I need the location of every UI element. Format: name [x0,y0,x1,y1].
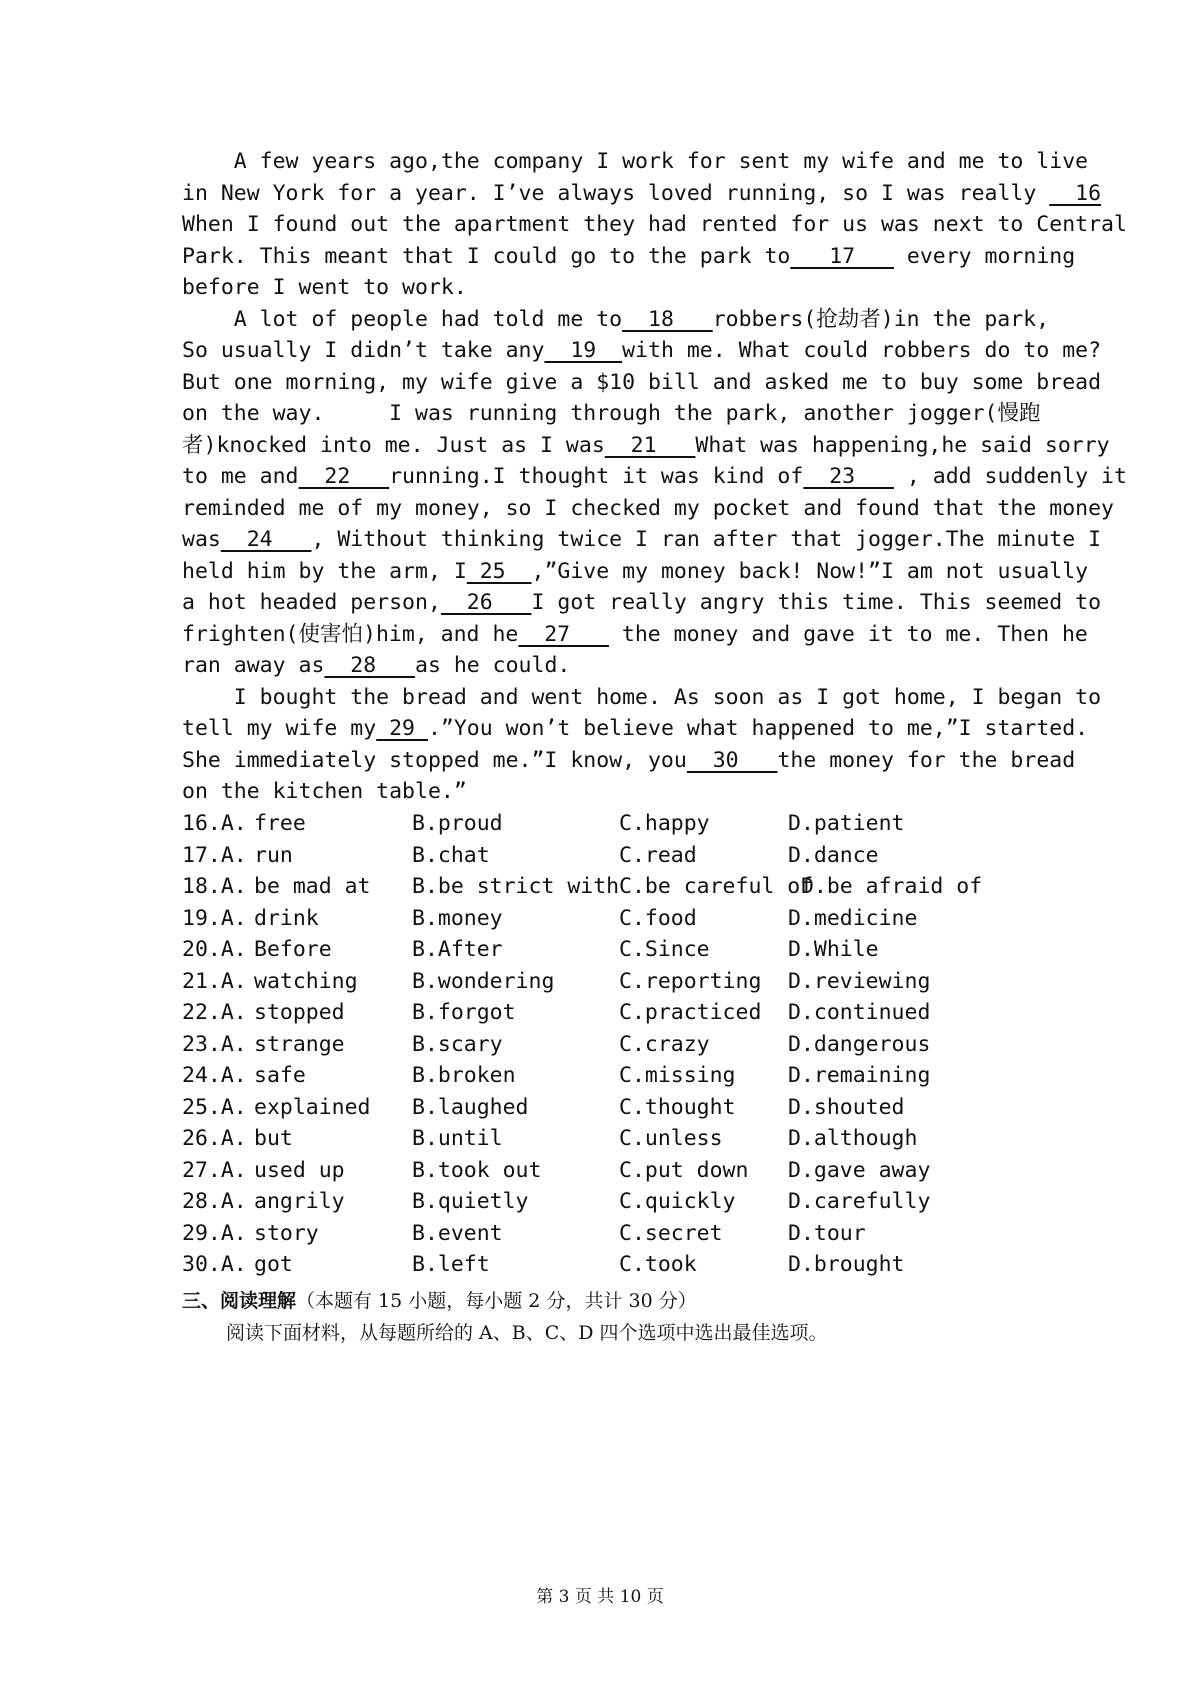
option-d: D.although [788,1126,918,1151]
question-row-26 [182,1123,1026,1155]
passage-line [182,304,1050,336]
option-b: B.be strict with [412,874,620,899]
passage-text: A lot of people had told me to [182,306,623,332]
question-row-17 [182,840,1026,872]
passage-line [182,430,1110,462]
option-b: B.quietly [412,1189,529,1214]
passage-text: in New York for a year. I’ve always loved running, so I was really [182,180,1050,206]
passage-line: I bought the bread and went home. As soon as I got home, I began to [182,684,1102,710]
question-number: 30.A. [182,1252,247,1277]
question-row-24 [182,1060,1026,1092]
passage-text: was [182,527,221,552]
option-a: stopped [254,1000,345,1025]
passage-text: running.I thought it was kind of [389,464,804,489]
option-c: C.food [619,905,697,931]
blank-26: 26 [440,590,532,615]
passage-line [182,713,1089,745]
passage-line: When I found out the apartment they had rented for us was next to Central [182,212,1127,237]
option-d: D.continued [788,1000,931,1025]
question-row-29 [182,1218,1026,1250]
option-c: C.reporting [619,968,762,994]
option-d: D.remaining [788,1063,931,1088]
blank-16: 16 [1049,180,1102,206]
passage-line [182,556,1089,588]
passage-line [182,335,1102,367]
passage-text: with me. What could robbers do to me? [622,338,1102,363]
passage-line: A few years ago,the company I work for sent my wife and me to live [182,149,1089,174]
option-c: C.put down [619,1157,749,1183]
blank-18: 18 [622,306,713,332]
passage-text: She immediately stopped me.”I know, you [182,747,687,773]
option-c: C.unless [619,1126,723,1151]
passage-text: as he could. [415,653,571,678]
passage-line [182,650,1026,682]
passage-text: frighten(使害怕)him, and he [182,621,519,647]
option-a: be mad at [254,874,371,899]
question-number: 28.A. [182,1189,247,1214]
passage-text: a hot headed person, [182,590,441,615]
option-c: C.practiced [619,1000,762,1025]
question-number: 20.A. [182,937,247,962]
question-number: 17.A. [182,842,247,868]
blank-29: 29 [376,716,428,741]
option-a: Before [254,937,332,962]
option-b: B.money [412,905,503,931]
blank-17: 17 [790,243,894,269]
passage-text: tell my wife my [182,716,377,741]
option-d: D.patient [788,811,905,836]
option-b: B.After [412,937,503,962]
blank-27: 27 [518,621,609,647]
question-number: 16.A. [182,811,247,836]
question-number: 24.A. [182,1063,247,1088]
question-number: 25.A. [182,1094,247,1120]
option-b: B.proud [412,811,503,836]
option-c: C.crazy [619,1031,710,1057]
option-b: B.broken [412,1063,516,1088]
option-a: but [254,1126,293,1151]
passage-text: .”You won’t believe what happened to me,”I started. [427,716,1089,741]
passage-line [182,241,1076,273]
passage-text: held him by the arm, I [182,558,467,584]
passage-text: , Without thinking twice I ran after that jogger.The minute I [311,527,1102,552]
page-footer: 第 3 页 共 10 页 [536,1587,664,1607]
blank-22: 22 [298,464,390,489]
option-a: free [254,811,306,836]
option-a: strange [254,1031,345,1057]
passage-text: ,”Give my money back! Now!”I am not usually [531,558,1089,584]
option-a: explained [254,1094,371,1120]
question-row-19 [182,903,1026,935]
option-b: B.scary [412,1031,503,1057]
option-d: D.gave away [788,1157,931,1183]
question-row-23 [182,1029,1026,1061]
passage-text: Park. This meant that I could go to the park to [182,243,791,269]
section-title: 三、阅读理解 [182,1290,297,1312]
question-row-25 [182,1092,1026,1124]
passage-line: before I went to work. [182,275,467,300]
passage-text: What was happening,he said sorry [695,432,1110,458]
passage-text: the money and gave it to me. Then he [608,621,1088,647]
option-b: B.forgot [412,1000,516,1025]
passage-text: the money for the bread [777,747,1076,773]
passage-line: But one morning, my wife give a $10 bill and asked me to buy some bread [182,369,1102,395]
option-d: D.be afraid of [788,874,983,899]
option-a: safe [254,1063,306,1088]
question-row-30 [182,1249,1026,1281]
section-note: （本题有 15 小题，每小题 2 分，共计 30 分） [296,1290,697,1312]
option-a: used up [254,1157,345,1183]
option-d: D.tour [788,1220,866,1246]
passage-text: So usually I didn’t take any [182,338,545,363]
option-c: C.thought [619,1094,736,1120]
option-b: B.took out [412,1157,542,1183]
blank-19: 19 [544,338,623,363]
question-number: 19.A. [182,905,247,931]
passage-line: on the kitchen table.” [182,779,467,804]
passage-line [182,619,1088,651]
blank-25: 25 [466,558,532,584]
passage-line [182,745,1076,777]
question-number: 27.A. [182,1157,247,1183]
section-heading [182,1286,697,1317]
option-d: D.medicine [788,905,918,931]
question-number: 26.A. [182,1126,247,1151]
passage-text: robbers(抢劫者)in the park, [712,306,1050,332]
option-a: drink [254,905,319,931]
question-number: 18.A. [182,874,247,899]
section-instruction: 阅读下面材料，从每题所给的 A、B、C、D 四个选项中选出最佳选项。 [226,1322,828,1344]
option-c: C.quickly [619,1189,736,1214]
blank-23: 23 [803,464,894,489]
option-c: C.Since [619,937,710,962]
question-row-16 [182,808,1026,840]
option-c: C.took [619,1252,697,1277]
blank-30: 30 [686,747,778,773]
option-c: C.happy [619,811,710,836]
question-row-27 [182,1155,1026,1187]
passage-text: every morning [893,243,1076,269]
option-d: D.While [788,937,879,962]
question-number: 21.A. [182,968,247,994]
passage-line: reminded me of my money, so I checked my pocket and found that the money [182,495,1114,521]
option-a: got [254,1252,293,1277]
question-row-20 [182,934,1026,966]
option-b: B.chat [412,842,490,868]
option-a: story [254,1220,319,1246]
passage-text: , add suddenly it [893,464,1127,489]
passage-line [182,524,1102,556]
passage-text: 者)knocked into me. Just as I was [182,432,605,458]
passage-line: on the way. I was running through the park, another jogger(慢跑 [182,401,1041,426]
option-d: D.shouted [788,1094,905,1120]
option-c: C.missing [619,1063,736,1088]
passage-line [182,461,1127,493]
option-b: B.left [412,1252,490,1277]
option-b: B.event [412,1220,503,1246]
option-d: D.dance [788,842,879,868]
answer-options [182,808,1026,1281]
option-d: D.brought [788,1252,905,1277]
question-row-18 [182,871,1026,903]
blank-24: 24 [220,527,312,552]
question-number: 23.A. [182,1031,247,1057]
option-a: run [254,842,293,868]
question-row-28 [182,1186,1026,1218]
passage-line [182,587,1102,619]
option-d: D.dangerous [788,1031,931,1057]
option-c: C.be careful of [619,874,814,899]
option-d: D.carefully [788,1189,931,1214]
passage-line [182,178,1102,210]
option-c: C.read [619,842,697,868]
passage-text: I got really angry this time. This seemed to [531,590,1102,615]
option-a: watching [254,968,358,994]
option-b: B.wondering [412,968,555,994]
question-number: 29.A. [182,1220,247,1246]
option-c: C.secret [619,1220,723,1246]
blank-28: 28 [324,653,415,678]
cloze-passage [182,146,1127,808]
question-row-22 [182,997,1026,1029]
question-row-21 [182,966,1026,998]
question-number: 22.A. [182,1000,247,1025]
option-b: B.until [412,1126,503,1151]
option-a: angrily [254,1189,345,1214]
blank-21: 21 [604,432,696,458]
passage-text: ran away as [182,653,325,678]
option-b: B.laughed [412,1094,529,1120]
option-d: D.reviewing [788,968,931,994]
passage-text: to me and [182,464,299,489]
